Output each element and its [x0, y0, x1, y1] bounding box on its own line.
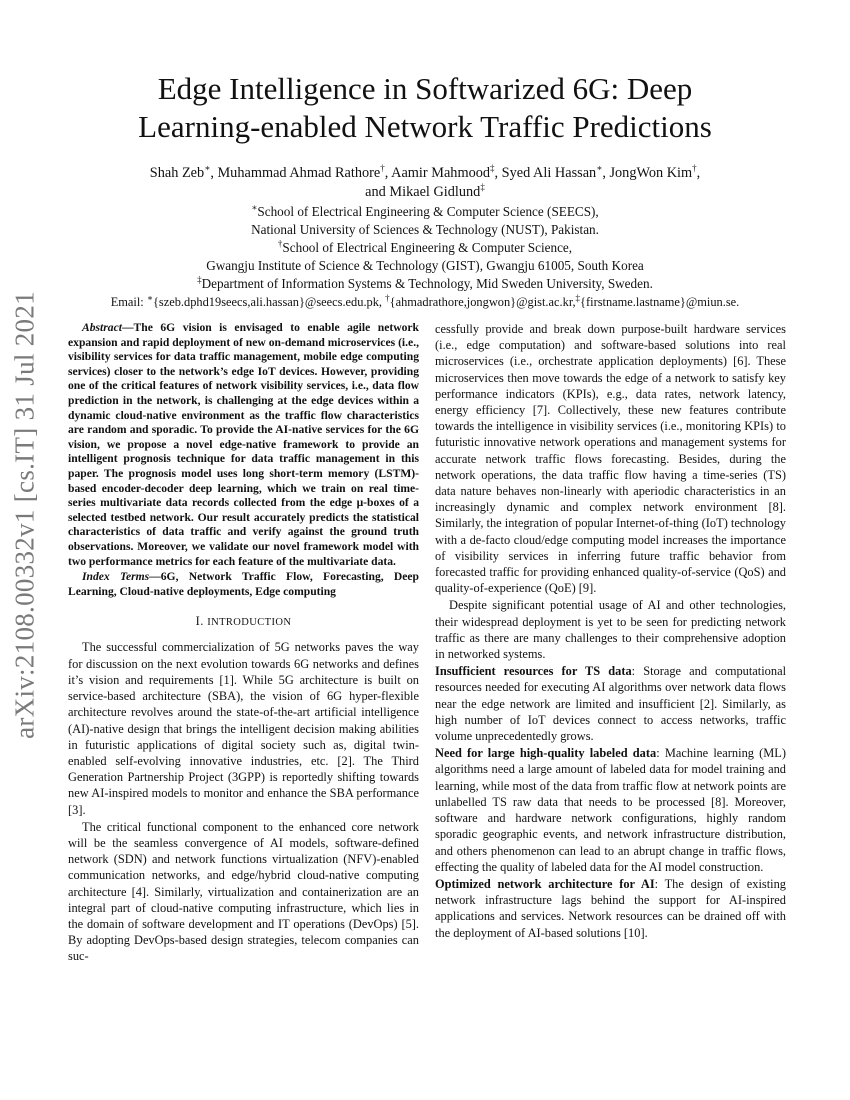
affiliation-line: Gwangju Institute of Science & Technology (GIST), Gwangju 61005, South Korea: [206, 258, 644, 273]
author-line-1: Shah Zeb∗, Muhammad Ahmad Rathore†, Aamir Mahmood‡, Syed Ali Hassan∗, JongWon Kim†,: [149, 163, 701, 181]
body-paragraph: cessfully provide and break down purpose-built hardware services (i.e., edge computation) and software-based solutions into real microservices (i.e., orchestrate application deployments) [6]. These microservices then move towards the edge of a network to satisfy key performance indicators (KPIs), e.g., data rates, network latency, energy efficiency [7]. Collectively, these new features contribute towards the intelligence in visibility services (i.e., monitoring KPIs) to futuristic innovative network operations and management systems for accurate network traffic flows forecasting. Besides, during the network operations, the data traffic flow having a time-series (TS) data nature behaves non-linearly with aperiodic characteristics in an increasingly dynamic and complex network environment [8]. Similarly, the integration of popular Internet-of-thing (IoT) technology with a de-facto cloud/edge computing model increases the importance of visibility services in inferring future traffic behavior from forecasted traffic for providing enhanced quality-of-service (QoS) and quality-of-experience (QoE) [9].: [435, 322, 786, 596]
author-line-2: and Mikael Gidlund‡: [365, 182, 485, 200]
email-line: Email: ∗{szeb.dphd19seecs,ali.hassan}@seecs.edu.pk, †{ahmadrathore,jongwon}@gist.ac.kr,‡{firstname.lastname}@miun.se.: [110, 292, 740, 309]
abstract: Abstract—The 6G vision is envisaged to enable agile network expansion and rapid deployment of new on-demand microservices (i.e., visibility services for data traffic management, mobile edge computing services) closer to the network’s edge IoT devices. However, providing one of the critical features of network visibility services, i.e., data flow prediction in the network, is challenging at the edge devices within a dynamic cloud-native environment as the traffic flow characteristics are random and sporadic. To provide the AI-native services for the 6G vision, we propose a novel edge-native framework to provide an intelligent prognosis technique for data traffic management in this paper. The prognosis model uses long short-term memory (LSTM)-based encoder-decoder deep learning, which we train on real time-series multivariate data records collected from the edge μ-boxes of a selected testbed network. Our result accurately predicts the statistical characteristics of data traffic and verify against the ground truth observations. Moreover, we validate our novel framework model with two performance metrics for each feature of the multivariate data.: [68, 321, 419, 568]
right-column: [435, 321, 786, 941]
challenge-paragraph: Optimized network architecture for AI: The design of existing network infrastructure lags behind the support for AI-inspired applications and services. Network resources can be drained off with the deployment of AI-based solutions [10].: [435, 876, 786, 940]
affiliation-line: National University of Sciences & Technology (NUST), Pakistan.: [251, 222, 599, 237]
arxiv-identifier: arXiv:2108.00332v1 [cs.IT] 31 Jul 2021: [9, 291, 40, 739]
affiliation-line: ‡Department of Information Systems & Technology, Mid Sweden University, Sweden.: [197, 274, 653, 291]
affiliations: [60, 203, 790, 293]
paper-header: [60, 70, 790, 311]
body-paragraph: The critical functional component to the enhanced core network will be the seamless convergence of AI models, software-defined network (SDN) and network functions virtualization (NFV)-enabled communication networks, and edge/hybrid cloud-native computing architecture [4]. Similarly, virtualization and containerization are an integral part of cloud-native computing infrastructure, which lies in the domain of software development and IT operations (DevOps) [5]. By adopting DevOps-based design strategies, telecom companies can suc-: [68, 819, 419, 964]
challenge-paragraph: Need for large high-quality labeled data: Machine learning (ML) algorithms need a large amount of labeled data for model training and learning, while most of the data from traffic flow at network points are unlabelled TS raw data that needs to be processed [8]. Moreover, software and hardware network configurations, highly random sporadic geographic events, and network infrastructure distribution, and others phenomenon can lead to an abrupt change in traffic flows, effecting the quality of labeled data for the AI model construction.: [435, 746, 786, 874]
paper-title: Edge Intelligence in Softwarized 6G: Deep Learning-enabled Network Traffic Predictions: [138, 71, 712, 144]
section-heading-introduction: I. INTRODUCTION: [195, 614, 292, 629]
author-list: [60, 164, 790, 202]
affiliation-line: †School of Electrical Engineering & Computer Science,: [277, 238, 573, 255]
body-paragraph: The successful commercialization of 5G networks paves the way for discussion on the next evolution towards 6G networks and defines it’s vision and requirements [1]. While 5G architecture is built on service-based architecture (SBA), the vision of 6G hyper-flexible architecture revolves around the state-of-the-art artificial intelligence (AI)-native design that brings the intelligent decision making abilities in futuristic applications of digital society such as, digital twin-enabled self-evolving innovative industries, etc. [2]. The Third Generation Partnership Project (3GPP) is reportedly shifting towards new AI-inspired models to monitor and enhance the SBA performance [3].: [68, 640, 419, 817]
body-paragraph: Despite significant potential usage of AI and other technologies, their widespread deployment is yet to be seen for predicting network traffic as there are many challenges to their comprehensive adoption in networked systems.: [435, 598, 786, 662]
challenge-paragraph: Insufficient resources for TS data: Storage and computational resources needed for executing AI algorithms over network data flows near the edge network are limited and insufficient [2]. Similarly, as high number of IoT devices connect to access networks, traffic volume unprecedentedly grows.: [435, 664, 787, 744]
affiliation-line: ∗School of Electrical Engineering & Computer Science (SEECS),: [251, 202, 599, 219]
index-terms: Index Terms—6G, Network Traffic Flow, Forecasting, Deep Learning, Cloud-native deployments, Edge computing: [68, 570, 419, 598]
left-column: [68, 321, 419, 965]
